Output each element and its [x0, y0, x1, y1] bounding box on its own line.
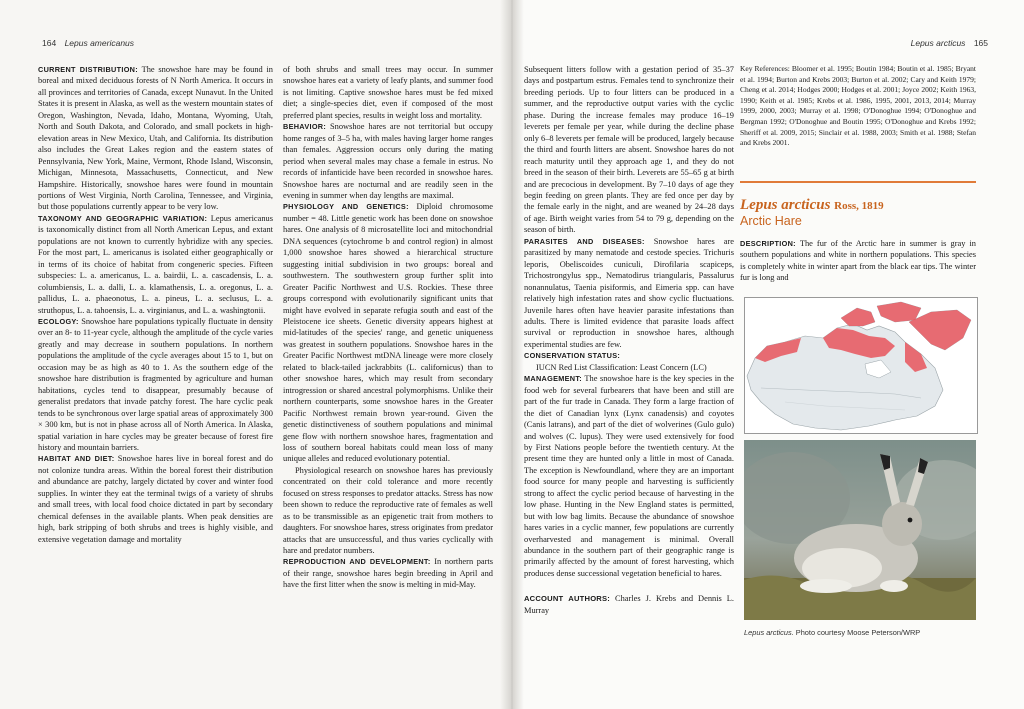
book-gutter	[500, 0, 524, 709]
right-column-1	[524, 64, 734, 704]
account-authors-label: ACCOUNT AUTHORS:	[524, 594, 610, 604]
species-divider	[740, 181, 976, 183]
paragraph	[283, 121, 493, 201]
section-heading: REPRODUCTION AND DEVELOPMENT:	[283, 557, 431, 567]
paragraph	[283, 556, 493, 590]
key-references	[740, 64, 976, 174]
paragraph	[38, 453, 273, 545]
paragraph	[524, 236, 734, 351]
caption-species: Lepus arcticus	[744, 628, 792, 637]
paragraph-text: The snowshoe hare may be found in boreal and mixed deciduous forests of N North America. It occurs in all provinces and territories of Canada, except Nunavut. In the United States it is present in Alaska, as well as the western mountain states of Oregon, Washington, Nevada, Idaho, Montana, Wyoming, Utah, North and South Dakota, and Colorado, and small pockets in high-elevation areas in New Mexico, Utah, and California. Its distribution also includes the Great Lakes region and the eastern states of Pennsylvania, New York, Maine, Vermont, Rhode Island, Wisconsin, Michigan, Minnesota, Massachusetts, Connecticut, and New Hampshire. Historically, snowshoe hares were found in mountain portions of West Virginia, North Carolina, Tennessee, and Virginia, but those populations currently appear to be very low.	[38, 65, 273, 212]
hare-foot	[880, 580, 908, 592]
account-authors-names: Charles J. Krebs and Dennis L. Murray	[524, 594, 734, 615]
paragraph-text: Snowshoe hares are not territorial but occupy home ranges of 3–5 ha, with males having larger home ranges than females. Aggression occurs only during the mating period when several males may chase a female in estrus. No records of infanticide have been recorded in snowshoe hares. Snowshoe hares are nocturnal and are readily seen in the evening in summer when day lengths are maximal.	[283, 122, 493, 200]
range-map	[744, 297, 978, 434]
paragraph-text: The snowshoe hare is the key species in the food web for several furbearers that have been and still are part of the fur trade in Canada. They form a large fraction of the diet of Canadian lynx (Lynx canadensis) and coyotes (Canis latrans), and part of the diet of wolverines (Gulo gulo) and wolves (C. lupus). They were used extensively for food by First Nations people before the twentieth century. At the present time they are hunted only a little in most of Canada. The exception is Newfoundland, where they are an important food source for many people and harvesting is sufficiently strong to affect the cyclic period because of harvesting in the low phase. Hunting in the New England states is permitted, but with low bag limits. Because the abundance of snowshoe hares varies in a cyclic manner, few populations are currently overharvested and management is minimal. Overall abundance in the southern part of their geographic range is primarily affected by the amount of forest harvesting, which produces dense successional vegetation beneficial to hares.	[524, 374, 734, 578]
section-heading: CONSERVATION STATUS:	[524, 351, 621, 361]
paragraph	[524, 373, 734, 579]
paragraph	[524, 350, 734, 361]
section-heading: PHYSIOLOGY AND GENETICS:	[283, 202, 409, 212]
left-column-2	[283, 64, 493, 704]
paragraph-text: Physiological research on snowshoe hares has previously concentrated on their cold tolerance and more recently focused on stress responses to predator attacks. Stress has now been shown to reduce the reproductive rate of females as well as to be transmissible as an epigenetic trait from mothers to daughters. For snowshoe hares, stress originates from predator attacks that are unsuccessful, and thus varies cyclically with hare and predator numbers.	[283, 465, 493, 556]
right-page-number: 165	[973, 38, 988, 48]
section-heading: TAXONOMY AND GEOGRAPHIC VARIATION:	[38, 213, 208, 223]
paragraph	[524, 362, 734, 373]
paragraph-text: Snowshoe hare populations typically fluctuate in density over an 8- to 11-year cycle, although the amplitude of the cycle varies greatly and may decrease in southern populations. In northern populations the amplitude of the cycle averages about 15 to 1, but on occasion may be as high as 40 to 1. As the southern edge of the snowshoe hare distribution is fragmented by agriculture and human habitations, cycles tend to disappear, presumably because of generalist predators that invade patchy forest. The hare cyclic peak tends to be synchronous over large spatial areas of approximately 300 × 300 km, but is not in phase across all of North America. In Alaska, spatial variation in hare cycles may be greater because of forest fire history and mountain barriers.	[38, 316, 273, 452]
right-running-head	[911, 38, 994, 48]
paragraph-text: Lepus americanus is taxonomically distinct from all North American Lepus, and extant populations are not known to currently hybridize with any species. For the most part, L. americanus is isolated either geographically or in terms of its choice of habitat from congeneric species. Fifteen subspecies: L. a. americanus, L. a. bairdii, L. a. cascadensis, L. a. columbiensis, L. a. dalli, L. a. klamathensis, L. a. oregonus, L. a. pallidus, L. a. phaeonotus, L. a. pineus, L. a. seclusus, L. a. struthopus, L. a. tahoensis, L. a. virginianus, and L. a. washingtonii.	[38, 213, 273, 315]
paragraph-text: Snowshoe hares live in boreal forest and do not colonize tundra areas. Within the boreal forest their distribution and abundance are patchy, largely dictated by cover and winter food supplies. In winter they eat the terminal twigs of a variety of shrubs and small trees, with local food choice dictated in part by secondary chemical defenses in the available plants. When peak densities are high, bark stripping of both shrubs and trees is highly visible, and extensive vegetation damage and mortality	[38, 454, 273, 544]
section-heading: BEHAVIOR:	[283, 122, 327, 132]
arctic-hare-illustration	[744, 440, 976, 620]
key-references-text: Key References: Bloomer et al. 1995; Boutin 1984; Boutin et al. 1985; Bryant et al. 1994; Burton and Krebs 2003; Burton et al. 2002; Cary and Keith 1979; Cheng et al. 2014; Hodges 2000; Hodges et al. 2001; Joyce 2002; Keith 1963, 1990; Keith et al. 1985; Krebs et al. 1986, 1995, 2001, 2013, 2014; Murray 1999, 2000, 2003; Murray et al. 1998; O'Donoghue 1994; O'Donoghue and Bergman 1992; O'Donoghue and Boutin 1995; O'Donoghue and Krebs 1992; Sheriff et al. 2009, 2015; Sinclair et al. 1988, 2003; Smith et al. 1988; Stefan and Krebs 2001.	[740, 64, 976, 148]
species-common-name: Arctic Hare	[740, 214, 802, 228]
account-authors	[524, 593, 734, 616]
section-heading: ECOLOGY:	[38, 316, 79, 326]
paragraph-text: of both shrubs and small trees may occur. In summer snowshoe hares eat a variety of leafy plants, and summer food is not limiting. Captive snowshoe hares must be fed mixed diet; a single-species diet, even if composed of the most preferred plant species, results in weight loss and mortality.	[283, 65, 493, 120]
paragraph	[283, 201, 493, 464]
paragraph-text: The fur of the Arctic hare in summer is gray in southern populations and white in northern populations. This species is completely white in winter apart from the black ear tips. The winter fur is long and	[740, 239, 976, 283]
left-running-title: Lepus americanus	[64, 38, 135, 48]
paragraph	[740, 238, 976, 284]
section-heading: CURRENT DISTRIBUTION:	[38, 65, 138, 74]
species-title	[740, 196, 884, 215]
paragraph	[283, 465, 493, 557]
paragraph-text: Snowshoe hares are parasitized by many nematode and cestode species. Trichuris leporis, Obeliscoides cuniculi, Dirofilaria scapiceps, Trichostrongylus spp., Nematodirus triangularis, Passalurus nonannulatus, Taenia pisiformis, and Eimeria spp. can have relatively high infestation rates and show cyclic fluctuations. Juvenile hares often have heavier parasite infestations than adults. There is limited evidence that parasite loads affect survival or reproduction in snowshoe hares, although experimental studies are few.	[524, 236, 734, 349]
paragraph	[38, 316, 273, 453]
paragraph-text: Subsequent litters follow with a gestation period of 35–37 days and postpartum estrus. Females tend to synchronize their breeding periods. Up to four litters can be produced in a summer, and the reproductive output varies with the cyclic phase. During the increase females may produce 16–19 leverets per female per year, while during the decline phase only 6–8 leverets per female will be produced, largely because the third and fourth litters are absent. Snowshoe hares do not reach maturity until they approach age 1, and they do not breed in the season of their birth. Leverets are 55–65 g at birth and are precocious in development. By 7–10 days of age they begin feeding on green plants. They are fed once per day by the female early in the night, and are weaned by 24–28 days of age. Birth weight varies from 54 to 79 g, depending on the season of birth.	[524, 65, 734, 235]
left-running-head	[36, 38, 134, 48]
paragraph-text: IUCN Red List Classification: Least Concern (LC)	[536, 362, 707, 372]
paragraph	[524, 64, 734, 236]
range-map-svg	[745, 298, 977, 433]
paragraph	[283, 64, 493, 121]
caption-credit: . Photo courtesy Moose Peterson/WRP	[791, 628, 921, 637]
section-heading: HABITAT AND DIET:	[38, 454, 115, 464]
species-description	[740, 238, 976, 294]
section-heading: PARASITES AND DISEASES:	[524, 236, 645, 246]
left-page-number: 164	[42, 38, 57, 48]
paragraph	[38, 213, 273, 316]
photo-caption	[744, 628, 920, 637]
section-heading: DESCRIPTION:	[740, 239, 796, 248]
species-scientific-name: Lepus arcticus	[740, 197, 831, 213]
hare-eye	[908, 518, 913, 523]
paragraph-text: In northern parts of their range, snowshoe hares begin breeding in April and have the first litter when the snow is melting in mid-May.	[283, 557, 493, 590]
arctic-hare-photo	[744, 440, 976, 620]
right-running-title: Lepus arcticus	[910, 38, 966, 48]
paragraph	[38, 64, 273, 213]
species-authority: Ross, 1819	[834, 200, 884, 212]
section-heading: MANAGEMENT:	[524, 374, 583, 384]
paragraph-text: Diploid chromosome number = 48. Little genetic work has been done on snowshoe hares. One analysis of 8 microsatellite loci and mitochondrial DNA sequences (cytochrome b and control region) in almost 1,000 snowshoe hares showed a hierarchical structure suggesting initial subdivision in two groups: boreal and southwestern. The southwestern group further split into Greater Pacific Northwest and U.S. Rockies. These three groups correspond with evolutionarily significant units that might have evolved in separate refugia south and east of the Pleistocene ice sheets. Genetic diversity appears highest at mid-latitudes of the species' range, and genetic uniqueness was greatest in southern populations. Snowshoe hares in the Greater Pacific Northwest mtDNA lineage were more closely related to black-tailed jackrabbits (L. californicus) than to other snowshoe hares, which may result from secondary introgression or shared ancestral polymorphisms. Unlike their northern counterparts, some snowshoe hares in the Greater Pacific Northwest remain brown year-round. Given the genetic distinctiveness of southern populations and minimal gene flow with northern snowshoe hares, fragmentation and loss of southern boreal habitats could mean loss of many unique alleles and reduced evolutionary potential.	[283, 202, 493, 464]
hare-foot	[800, 579, 852, 593]
hare-head	[882, 502, 922, 546]
left-column-1	[38, 64, 273, 704]
